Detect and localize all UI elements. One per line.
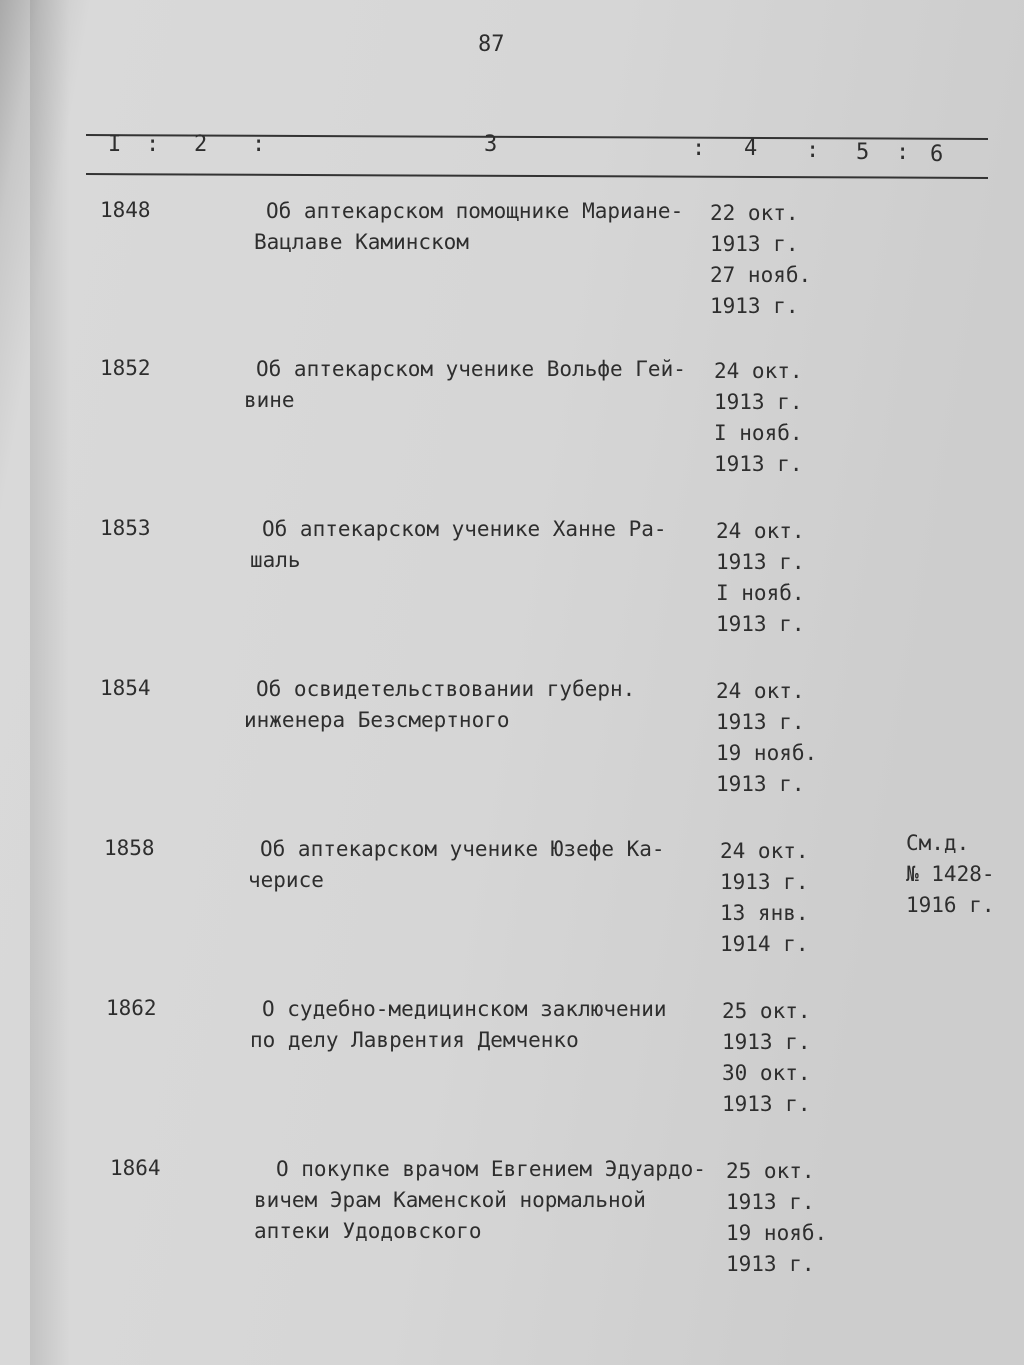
entry-date-line: 1913 г. (716, 550, 805, 574)
entry-date-line: 24 окт. (714, 359, 803, 383)
table-row (0, 994, 1024, 1144)
entry-date-line: 1913 г. (722, 1030, 811, 1054)
column-separator: : (692, 136, 706, 161)
entry-title-line: инженера Безсмертного (244, 708, 510, 732)
entry-number: 1848 (100, 198, 151, 222)
entry-title (254, 196, 684, 258)
entry-number: 1853 (100, 516, 151, 540)
page-number: 87 (478, 32, 505, 57)
entry-date-line: 24 окт. (720, 839, 809, 863)
entry-date-line: 1913 г. (710, 294, 799, 318)
entry-date-line: 19 нояб. (716, 741, 818, 765)
table-row (0, 1154, 1024, 1304)
entry-date-line: 24 окт. (716, 679, 805, 703)
column-header-4: 4 (744, 136, 758, 161)
entry-date-line: 1913 г. (714, 390, 803, 414)
table-row (0, 674, 1024, 824)
entry-dates (714, 356, 803, 480)
entry-title-line: Об аптекарском помощнике Мариане- (266, 199, 684, 223)
column-header-3: 3 (484, 132, 498, 157)
entry-date-line: 25 окт. (726, 1159, 815, 1183)
column-header-5: 5 (856, 140, 870, 165)
entry-date-line: 24 окт. (716, 519, 805, 543)
entry-title-line: по делу Лаврентия Демченко (250, 1028, 579, 1052)
entry-date-line: 1913 г. (716, 772, 805, 796)
entry-title-line: черисе (248, 868, 324, 892)
entry-title-line: вичем Эрам Каменской нормальной (254, 1188, 646, 1212)
entry-date-line: 1913 г. (722, 1092, 811, 1116)
entry-dates (720, 836, 809, 960)
entry-dates (726, 1156, 827, 1280)
entry-number: 1862 (106, 996, 157, 1020)
entry-title (250, 514, 667, 576)
entry-date-line: 1914 г. (720, 932, 809, 956)
header-top-rule (86, 134, 988, 140)
entry-title-line: Об освидетельствовании губерн. (256, 677, 636, 701)
entry-title-line: шаль (250, 548, 301, 572)
entry-note-line: № 1428- (906, 862, 995, 886)
entry-date-line: 1913 г. (710, 232, 799, 256)
table-row (0, 354, 1024, 504)
entry-title (244, 354, 686, 416)
entry-date-line: 27 нояб. (710, 263, 812, 287)
entry-date-line: 1913 г. (716, 612, 805, 636)
entry-note-line: См.д. (906, 831, 970, 855)
entry-title-line: Об аптекарском ученике Юзефе Ка- (260, 837, 665, 861)
entry-date-line: 25 окт. (722, 999, 811, 1023)
entry-title (244, 674, 636, 736)
entry-number: 1864 (110, 1156, 161, 1180)
column-separator: : (896, 140, 910, 165)
entry-date-line: I нояб. (714, 421, 803, 445)
entry-title-line: вине (244, 388, 295, 412)
entry-date-line: 13 янв. (720, 901, 809, 925)
entry-date-line: 22 окт. (710, 201, 799, 225)
entry-dates (710, 198, 811, 322)
entry-note-line: 1916 г. (906, 893, 995, 917)
column-header-6: 6 (930, 142, 944, 167)
entry-date-line: 30 окт. (722, 1061, 811, 1085)
entry-title (248, 834, 665, 896)
entry-title-line: Вацлаве Каминском (254, 230, 469, 254)
entry-date-line: 19 нояб. (726, 1221, 828, 1245)
column-separator: : (806, 138, 820, 163)
table-row (0, 514, 1024, 664)
column-header-2: 2 (194, 132, 208, 157)
entry-title-line: Об аптекарском ученике Ханне Ра- (262, 517, 667, 541)
entry-title-line: Об аптекарском ученике Вольфе Гей- (256, 357, 686, 381)
entry-number: 1852 (100, 356, 151, 380)
entry-note (906, 828, 995, 921)
column-header-1: I (108, 132, 122, 157)
table-row (0, 196, 1024, 346)
column-separator: : (252, 132, 266, 157)
entry-date-line: I нояб. (716, 581, 805, 605)
entry-date-line: 1913 г. (714, 452, 803, 476)
entry-date-line: 1913 г. (716, 710, 805, 734)
entry-title (254, 1154, 706, 1247)
entry-number: 1854 (100, 676, 151, 700)
entry-date-line: 1913 г. (720, 870, 809, 894)
entry-title-line: О покупке врачом Евгением Эдуардо- (276, 1157, 706, 1181)
entry-title-line: аптеки Удодовского (254, 1219, 482, 1243)
entry-date-line: 1913 г. (726, 1190, 815, 1214)
entry-dates (716, 676, 817, 800)
entry-title (250, 994, 667, 1056)
table-row (0, 831, 1024, 984)
entry-number: 1858 (104, 836, 155, 860)
entry-title-line: О судебно-медицинском заключении (262, 997, 667, 1021)
column-separator: : (146, 132, 160, 157)
entry-date-line: 1913 г. (726, 1252, 815, 1276)
entry-dates (716, 516, 805, 640)
header-bottom-rule (86, 173, 988, 179)
entry-dates (722, 996, 811, 1120)
